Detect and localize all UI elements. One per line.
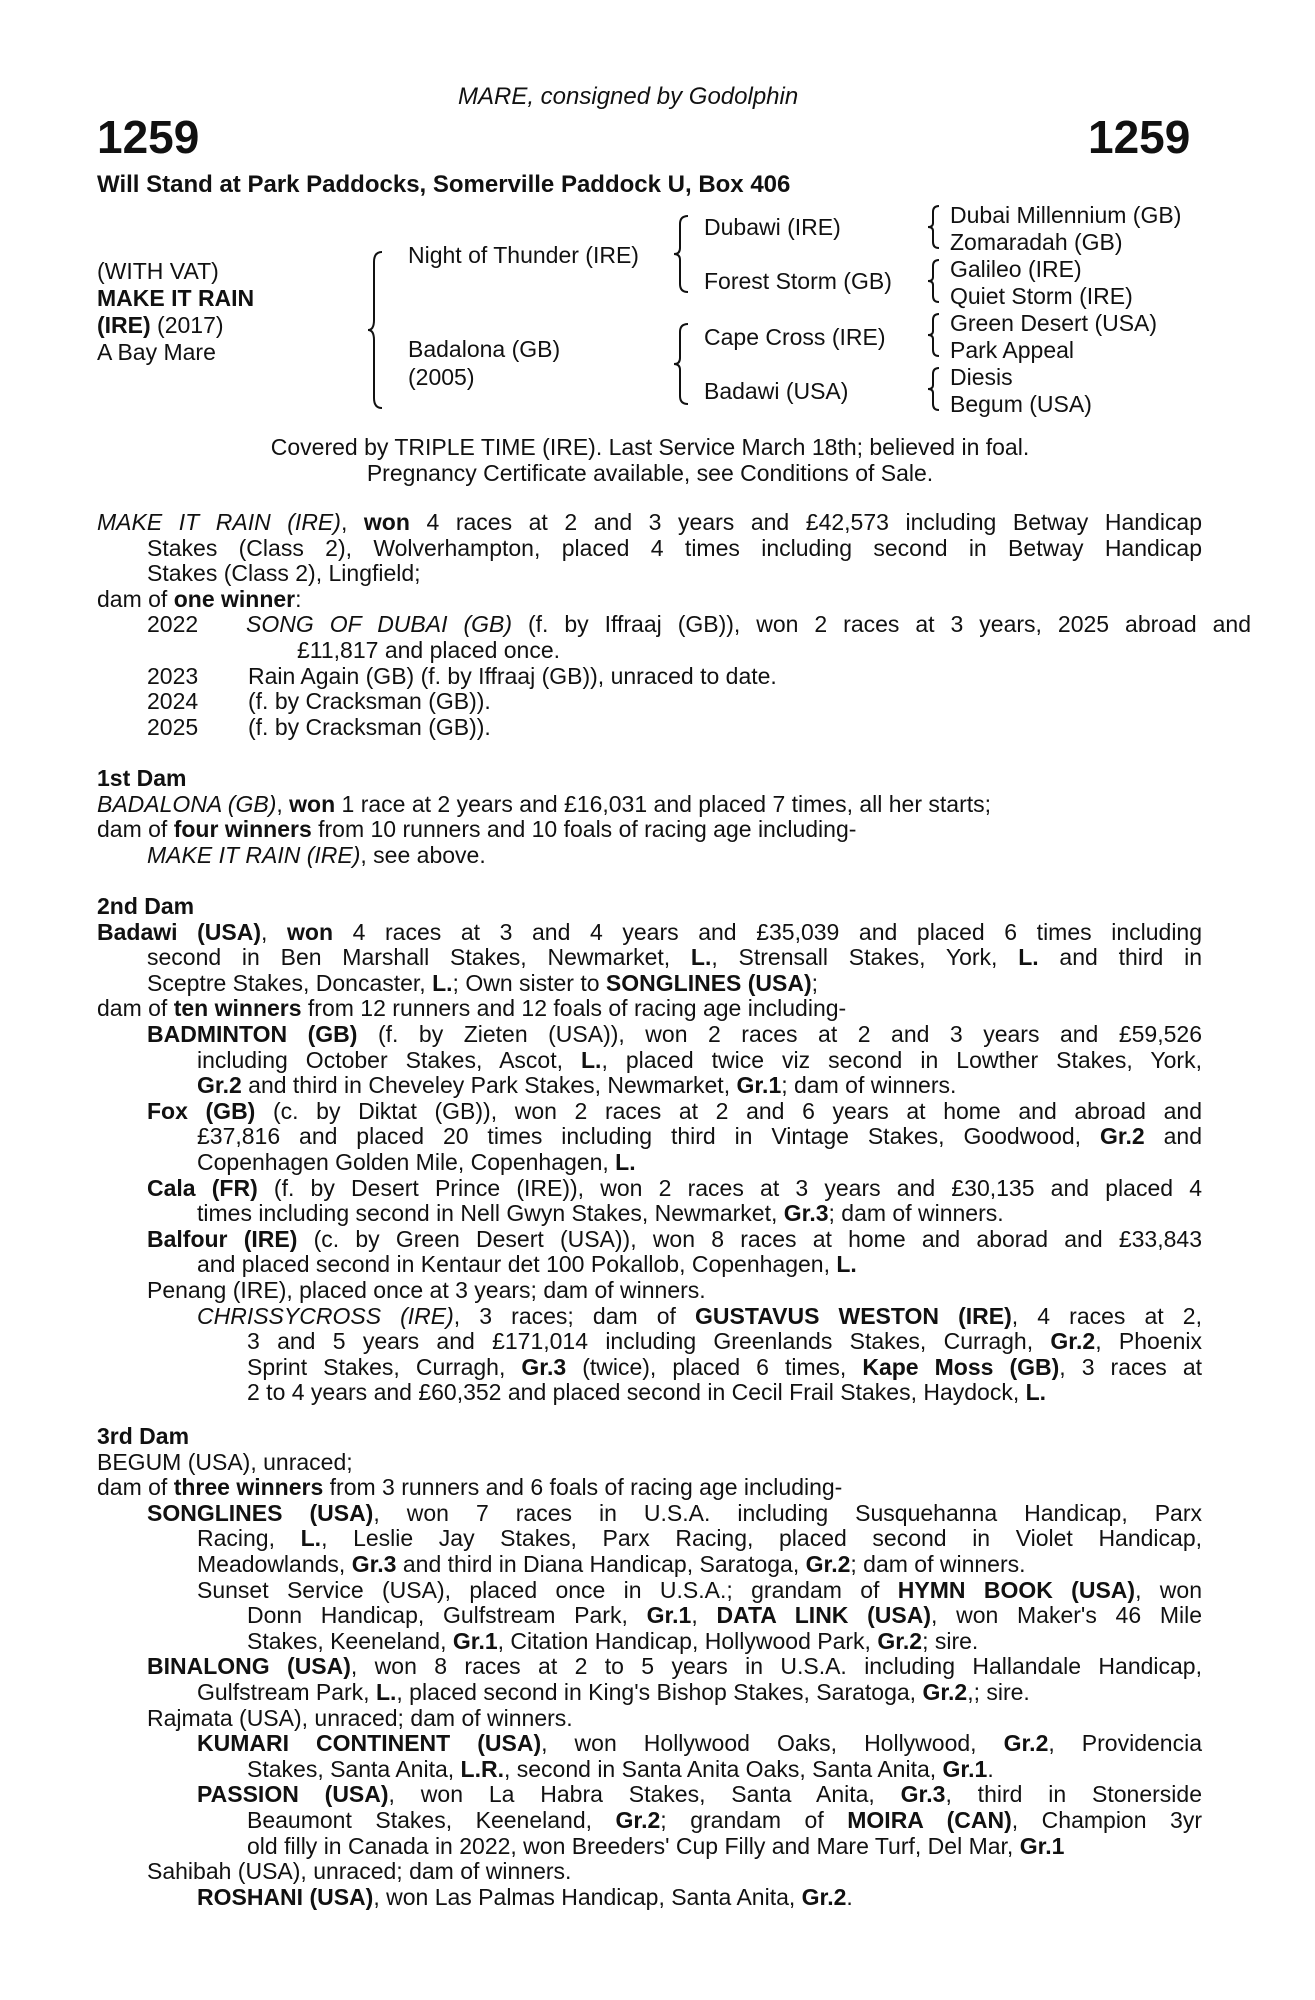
songlines-line-2: Racing, L., Leslie Jay Stakes, Parx Racing, placed second in Violet Handicap, <box>197 1525 1203 1552</box>
binalong-line-1: BINALONG (USA), won 8 races at 2 to 5 years in U.S.A. including Hallandale Handicap, <box>147 1653 1202 1680</box>
lot-number-right: 1259 <box>1088 111 1191 163</box>
pedigree-g1: Dubai Millennium (GB) <box>950 202 1182 228</box>
horse-name: MAKE IT RAIN <box>97 285 255 311</box>
consignor-line: MARE, consigned by Godolphin <box>458 83 799 110</box>
produce-line-1: MAKE IT RAIN (IRE), won 4 races at 2 and 3 years and £42,573 including Betway Handicap <box>97 509 1203 535</box>
horse-info <box>97 258 254 366</box>
pedigree-brace-main <box>366 250 386 410</box>
badminton-line-2: including October Stakes, Ascot, L., placed twice viz second in Lowther Stakes, York, <box>197 1046 1202 1073</box>
pedigree-g2: Zomaradah (GB) <box>950 229 1123 255</box>
second-dam-section <box>97 894 1202 1406</box>
cala-line-2: times including second in Nell Gwyn Stakes, Newmarket, Gr.3; dam of winners. <box>197 1200 1004 1227</box>
sahibah-line: Sahibah (USA), unraced; dam of winners. <box>147 1858 572 1885</box>
produce-line-4: dam of one winner: <box>97 585 302 612</box>
second-dam-line-2: second in Ben Marshall Stakes, Newmarket, L., Strensall Stakes, York, L. and third in <box>147 944 1202 971</box>
chrissycross-line-1: CHRISSYCROSS (IRE), 3 races; dam of GUSTAVUS WESTON (IRE), 4 races at 2, <box>197 1302 1202 1329</box>
chrissycross-line-4: 2 to 4 years and £60,352 and placed second in Cecil Frail Stakes, Haydock, L. <box>247 1379 1047 1406</box>
pedigree-brace-g12 <box>926 204 942 250</box>
chrissycross-line-3: Sprint Stakes, Curragh, Gr.3 (twice), placed 6 times, Kape Moss (GB), 3 races at <box>247 1353 1203 1380</box>
third-dam-line-1: BEGUM (USA), unraced; <box>97 1448 353 1475</box>
pedigree-g4: Quiet Storm (IRE) <box>950 283 1133 309</box>
passion-line-2: Beaumont Stakes, Keeneland, Gr.2; grandam of MOIRA (CAN), Champion 3yr <box>247 1806 1202 1833</box>
songlines-line-1: SONGLINES (USA), won 7 races in U.S.A. including Susquehanna Handicap, Parx <box>147 1499 1203 1526</box>
pedigree-brace-sire <box>672 214 692 294</box>
stand-location: Will Stand at Park Paddocks, Somerville Paddock U, Box 406 <box>97 171 791 198</box>
pedigree-sire: Night of Thunder (IRE) <box>408 242 639 268</box>
fox-line-3: Copenhagen Golden Mile, Copenhagen, L. <box>197 1148 636 1175</box>
third-dam-title: 3rd Dam <box>97 1423 190 1449</box>
passion-line-3: old filly in Canada in 2022, won Breeders' Cup Filly and Mare Turf, Del Mar, Gr.1 <box>247 1832 1065 1859</box>
produce-record <box>97 509 1251 740</box>
second-dam-line-4: dam of ten winners from 12 runners and 12 foals of racing age including- <box>97 995 847 1022</box>
first-dam-line-1: BADALONA (GB), won 1 race at 2 years and £16,031 and placed 7 times, all her starts; <box>97 790 992 817</box>
pedigree-sire-dam: Forest Storm (GB) <box>704 268 892 294</box>
second-dam-line-3: Sceptre Stakes, Doncaster, L.; Own sister to SONGLINES (USA); <box>147 969 819 996</box>
songlines-line-3: Meadowlands, Gr.3 and third in Diana Handicap, Saratoga, Gr.2; dam of winners. <box>197 1550 1026 1577</box>
pedigree-g7: Diesis <box>950 364 1013 390</box>
roshani-line: ROSHANI (USA), won Las Palmas Handicap, Santa Anita, Gr.2. <box>197 1883 853 1910</box>
kumari-line-1: KUMARI CONTINENT (USA), won Hollywood Oaks, Hollywood, Gr.2, Providencia <box>197 1730 1202 1757</box>
kumari-line-2: Stakes, Santa Anita, L.R., second in Santa Anita Oaks, Santa Anita, Gr.1. <box>247 1755 994 1782</box>
produce-row-2025: 2025 (f. by Cracksman (GB)). <box>147 713 491 740</box>
pregnancy-line: Pregnancy Certificate available, see Conditions of Sale. <box>366 460 934 486</box>
horse-origin-year <box>97 312 254 339</box>
badminton-line-3: Gr.2 and third in Cheveley Park Stakes, Newmarket, Gr.1; dam of winners. <box>197 1072 957 1099</box>
produce-row-2022: 2022 SONG OF DUBAI (GB) (f. by Iffraaj (GB)), won 2 races at 3 years, 2025 abroad and <box>147 611 1251 638</box>
first-dam-line-3: MAKE IT RAIN (IRE), see above. <box>147 841 486 868</box>
pedigree-brace-g78 <box>926 366 942 412</box>
produce-line-2: Stakes (Class 2), Wolverhampton, placed 4 times including second in Betway Handicap <box>147 534 1202 561</box>
pedigree-g3: Galileo (IRE) <box>950 256 1082 282</box>
fox-line-2: £37,816 and placed 20 times including third in Vintage Stakes, Goodwood, Gr.2 and <box>197 1123 1202 1150</box>
first-dam-line-2: dam of four winners from 10 runners and 10 foals of racing age including- <box>97 816 857 843</box>
penang-line: Penang (IRE), placed once at 3 years; dam of winners. <box>147 1276 706 1303</box>
fox-line-1: Fox (GB) (c. by Diktat (GB)), won 2 races at 2 and 6 years at home and abroad and <box>147 1097 1202 1124</box>
pedigree-g6: Park Appeal <box>950 337 1075 363</box>
first-dam-title: 1st Dam <box>97 765 187 791</box>
pedigree-brace-dam <box>672 322 692 406</box>
covering-info <box>0 434 1300 486</box>
badminton-line-1: BADMINTON (GB) (f. by Zieten (USA)), won 2 races at 2 and 3 years and £59,526 <box>147 1020 1202 1047</box>
produce-line-3: Stakes (Class 2), Lingfield; <box>147 560 421 587</box>
pedigree-dam-year: (2005) <box>408 364 475 390</box>
sunset-line-3: Stakes, Keeneland, Gr.1, Citation Handicap, Hollywood Park, Gr.2; sire. <box>247 1627 979 1654</box>
cala-line-1: Cala (FR) (f. by Desert Prince (IRE)), won 2 races at 3 years and £30,135 and placed 4 <box>147 1174 1202 1201</box>
second-dam-title: 2nd Dam <box>97 893 195 919</box>
horse-country: (IRE) <box>97 312 151 338</box>
third-dam-line-2: dam of three winners from 3 runners and 6 foals of racing age including- <box>97 1474 843 1501</box>
chrissycross-line-2: 3 and 5 years and £171,014 including Greenlands Stakes, Curragh, Gr.2, Phoenix <box>247 1328 1202 1355</box>
passion-line-1: PASSION (USA), won La Habra Stakes, Santa Anita, Gr.3, third in Stonerside <box>197 1781 1202 1808</box>
pedigree-g5: Green Desert (USA) <box>950 310 1158 336</box>
second-dam-line-1: Badawi (USA), won 4 races at 3 and 4 years and £35,039 and placed 6 times including <box>97 918 1203 945</box>
binalong-line-2: Gulfstream Park, L., placed second in King's Bishop Stakes, Saratoga, Gr.2,; sire. <box>197 1678 1030 1705</box>
balfour-line-1: Balfour (IRE) (c. by Green Desert (USA)), won 8 races at home and aborad and £33,843 <box>147 1225 1202 1252</box>
first-dam-section <box>97 766 1202 868</box>
sunset-line-1: Sunset Service (USA), placed once in U.S.A.; grandam of HYMN BOOK (USA), won <box>197 1576 1202 1603</box>
pedigree-g8: Begum (USA) <box>950 391 1092 417</box>
pedigree-brace-g56 <box>926 312 942 358</box>
covering-line: Covered by TRIPLE TIME (IRE). Last Service March 18th; believed in foal. <box>270 434 1030 460</box>
pedigree-dam-sire: Cape Cross (IRE) <box>704 324 886 350</box>
lot-number-left: 1259 <box>97 111 200 163</box>
pedigree-sire-sire: Dubawi (IRE) <box>704 214 841 240</box>
sunset-line-2: Donn Handicap, Gulfstream Park, Gr.1, DATA LINK (USA), won Maker's 46 Mile <box>247 1602 1202 1629</box>
produce-row-2024: 2024 (f. by Cracksman (GB)). <box>147 688 491 715</box>
horse-description: A Bay Mare <box>97 339 216 365</box>
rajmata-line: Rajmata (USA), unraced; dam of winners. <box>147 1704 573 1731</box>
pedigree-dam: Badalona (GB) <box>408 336 561 362</box>
produce-row-2023: 2023 Rain Again (GB) (f. by Iffraaj (GB)), unraced to date. <box>147 662 777 689</box>
balfour-line-2: and placed second in Kentaur det 100 Pokallob, Copenhagen, L. <box>197 1251 857 1278</box>
vat-note: (WITH VAT) <box>97 258 219 284</box>
pedigree-dam-dam: Badawi (USA) <box>704 378 849 404</box>
third-dam-section <box>97 1424 1202 1910</box>
pedigree-brace-g34 <box>926 258 942 304</box>
produce-row-2022-cont: £11,817 and placed once. <box>297 636 561 663</box>
horse-year: (2017) <box>150 312 224 338</box>
